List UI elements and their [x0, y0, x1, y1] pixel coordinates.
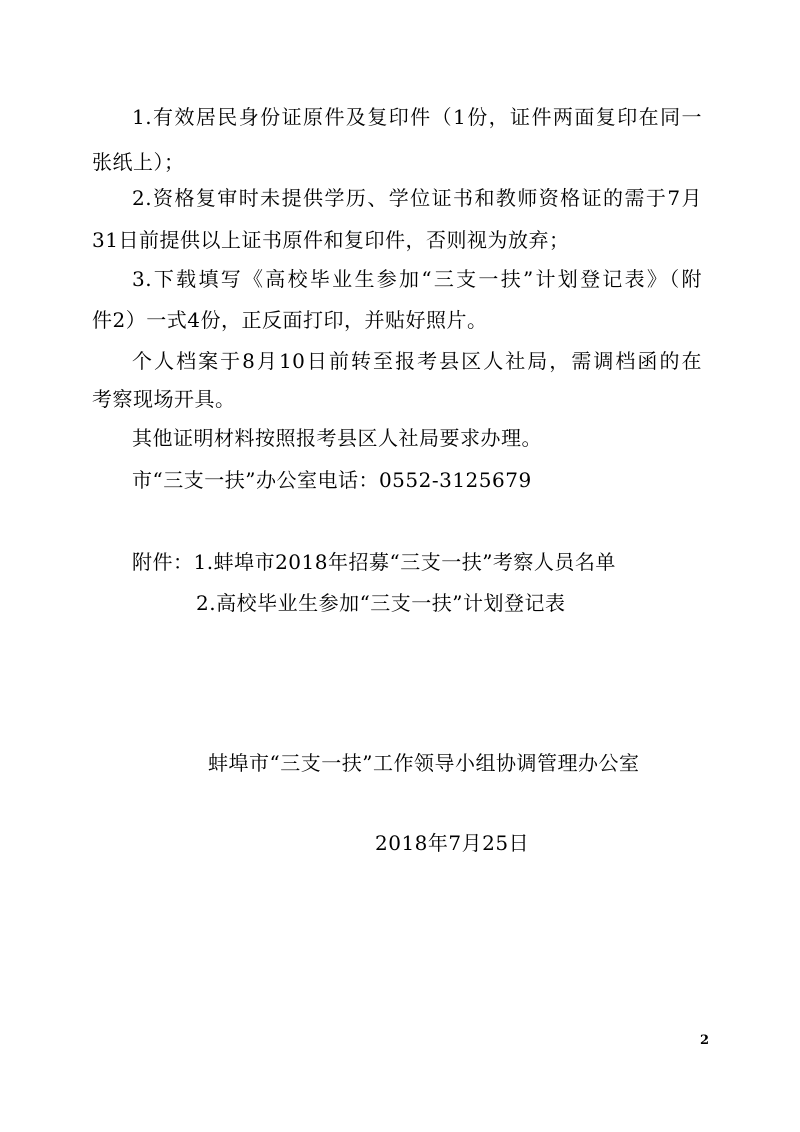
item2-line2: 31日前提供以上证书原件和复印件，否则视为放弃；: [92, 228, 570, 252]
item1-line2: 张纸上）；: [92, 150, 185, 174]
attachment-2-line: 2.高校毕业生参加“三支一扶”计划登记表: [196, 591, 566, 615]
item3-line2: 件2）一式4份，正反面打印，并贴好照片。: [92, 308, 488, 332]
other-materials-line: 其他证明材料按照报考县区人社局要求办理。: [132, 426, 542, 450]
attachment-1-line: 附件：1.蚌埠市2018年招募“三支一扶”考察人员名单: [132, 550, 616, 574]
item3-line1: 3.下载填写《高校毕业生参加“三支一扶”计划登记表》（附: [132, 267, 702, 291]
signature-organization: 蚌埠市“三支一扶”工作领导小组协调管理办公室: [208, 751, 640, 775]
office-phone-line: 市“三支一扶”办公室电话：0552-3125679: [132, 468, 532, 492]
signature-date: 2018年7月25日: [375, 831, 530, 855]
archive-line1: 个人档案于8月10日前转至报考县区人社局，需调档函的在: [132, 349, 702, 373]
item1-line1: 1.有效居民身份证原件及复印件（1份，证件两面复印在同一: [132, 105, 702, 129]
archive-line2: 考察现场开具。: [92, 387, 236, 411]
page-number: 2: [700, 1033, 710, 1048]
item2-line1: 2.资格复审时未提供学历、学位证书和教师资格证的需于7月: [132, 186, 702, 210]
